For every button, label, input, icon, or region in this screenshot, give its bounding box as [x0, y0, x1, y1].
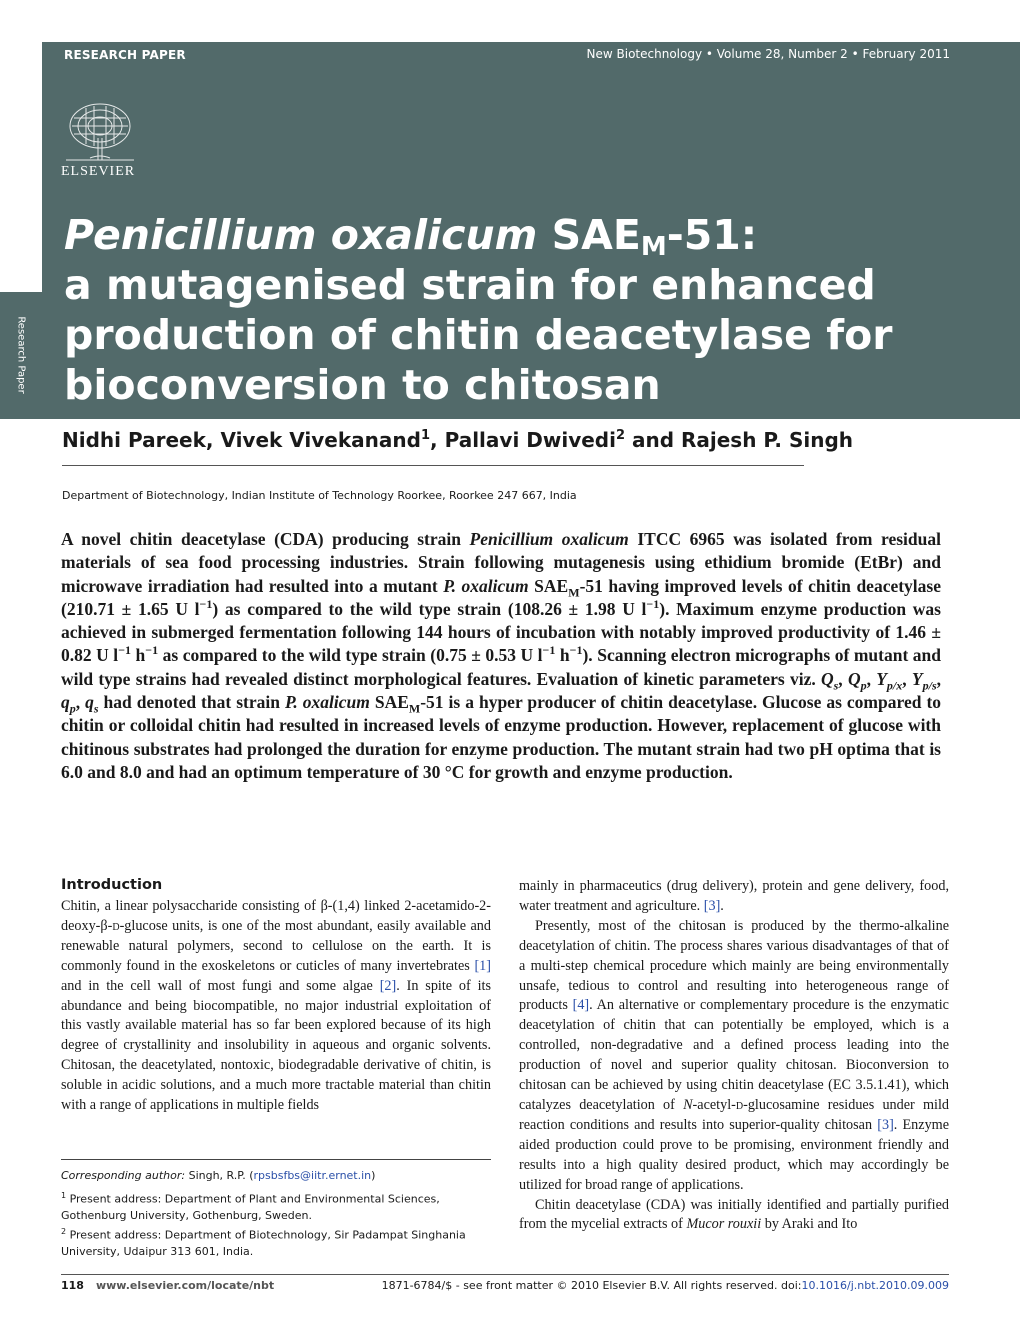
intro-paragraph-1-cont: mainly in pharmaceutics (drug delivery), protein and gene delivery, food, water treatment and agriculture. [3].: [519, 878, 949, 914]
footer-divider: [61, 1274, 949, 1275]
citation-link[interactable]: [3]: [703, 897, 721, 914]
footnote-2: $^2$ Present address: Department of Biotechnology, Sir Padampat Singhania University, Udaipur 313 601, India.: [61, 1227, 466, 1258]
title-line-4: bioconversion to chitosan: [64, 361, 661, 409]
citation-link[interactable]: [1]: [474, 957, 491, 974]
title-strain: SAE: [537, 211, 641, 259]
journal-info: New Biotechnology • Volume 28, Number 2 • February 2011: [586, 47, 950, 61]
author-list: [62, 428, 853, 452]
footer-left: [61, 1279, 274, 1292]
author-1-sup: 1: [420, 428, 431, 443]
title-line-3: production of chitin deacetylase for: [64, 311, 893, 359]
section-heading-introduction: Introduction: [61, 877, 163, 893]
intro-paragraph-3: Chitin deacetylase (CDA) was initially identified and partially purified from the mycelial extracts of Mucor rouxii by Araki and Ito: [519, 1196, 949, 1233]
citation-link[interactable]: [4]: [572, 997, 590, 1014]
citation-link[interactable]: [2]: [379, 977, 397, 994]
title-strain-sub: M: [640, 232, 667, 262]
body-column-left: [61, 897, 491, 1116]
doi-link[interactable]: 10.1016/j.nbt.2010.09.009: [801, 1279, 949, 1292]
title-organism: Penicillium oxalicum: [64, 211, 538, 259]
author-2: , Pallavi Dwivedi: [430, 428, 616, 452]
author-3: and Rajesh P. Singh: [625, 428, 854, 452]
affiliation: Department of Biotechnology, Indian Institute of Technology Roorkee, Roorkee 247 667, India: [62, 489, 577, 502]
author-email-link[interactable]: rpsbsfbs@iitr.ernet.in: [253, 1169, 372, 1182]
footnote-1: $^1$ Present address: Department of Plant and Environmental Sciences, Gothenburg University, Gothenburg, Sweden.: [61, 1191, 440, 1222]
abstract: A novel chitin deacetylase (CDA) producing strain Penicillium oxalicum ITCC 6965 was isolated from residual materials of sea food processing industries. Strain following mutagenesis using ethidium bromide (EtBr) and microwave irradiation had resulted into a mutant P. oxalicum $SAE_M-51$ having improved levels of chitin deacetylase (210.71 ± 1.65 U $l^{-1}$) as compared to the wild type strain (108.26 ± 1.98 U $l^{-1}$). Maximum enzyme production was achieved in submerged fermentation following 144 hours of incubation with notably improved productivity of 1.46 ± 0.82 U $l^{-1}$ $h^{-1}$ as compared to the wild type strain (0.75 ± 0.53 U $l^{-1}$ $h^{-1}$). Scanning electron micrographs of mutant and wild type strains had revealed distinct morphological features. Evaluation of kinetic parameters viz. $Q_s$, $Q_p$, $Y_{p/x}$, $Y_{p/s}$, $q_p$, $q_s$ had denoted that strain P. oxalicum $SAE_M-51$ is a hyper producer of chitin deacetylase. Glucose as compared to chitin or colloidal chitin had resulted in increased levels of enzyme production. However, replacement of glucose with chitinous substrates had prolonged the duration for enzyme production. The mutant strain had two pH optima that is 6.0 and 8.0 and had an optimum temperature of 30 °C for growth and enzyme production.: [61, 529, 942, 782]
body-column-right: [519, 877, 949, 1235]
title-line-2: a mutagenised strain for enhanced: [64, 261, 876, 309]
author-divider: [62, 465, 804, 466]
corresponding-author-note: Corresponding author: Singh, R.P. (rpsbsfbs@iitr.ernet.in): [61, 1169, 376, 1182]
section-label: RESEARCH PAPER: [64, 48, 186, 62]
author-2-sup: 2: [615, 428, 626, 443]
intro-paragraph-2: Presently, most of the chitosan is produced by the thermo-alkaline deacetylation of chitin. The process shares various disadvantages of that of a multi-step chemical procedure which mainly are being environmentally unsafe, tedious to control and resulting into heterogeneous range of products [4]. An alternative or complementary procedure is the enzymatic deacetylation of chitin that can potentially be employed, which is a controlled, non-degradative and a defined process leading into the production of novel and superior quality chitosan. Bioconversion to chitosan can be achieved by using chitin deacetylase (EC 3.5.1.41), which catalyzes deacetylation of N-acetyl-d-glucosamine residues under mild reaction conditions and results into superior-quality chitosan [3]. Enzyme aided production could prove to be promising, environment friendly and results into a high quality desired product, which may accordingly be utilized for broad range of applications.: [519, 917, 950, 1193]
footnote-divider: [61, 1159, 491, 1160]
title-strain-suffix: -51:: [666, 211, 758, 259]
article-title: [64, 210, 964, 410]
side-label: Research Paper: [15, 316, 27, 394]
author-1: Nidhi Pareek, Vivek Vivekanand: [62, 428, 421, 452]
citation-link[interactable]: [3]: [877, 1116, 894, 1133]
issn-copyright: 1871-6784/$ - see front matter © 2010 Elsevier B.V. All rights reserved. doi:: [381, 1279, 802, 1292]
intro-paragraph-1: Chitin, a linear polysaccharide consisting of β-(1,4) linked 2-acetamido-2-deoxy-β-d-glucose units, is one of the most abundant, easily available and renewable natural polymers, second to cellulose on the earth. It is commonly found in the exoskeletons or cuticles of many invertebrates [1] and in the cell wall of most fungi and some algae [2]. In spite of its abundance and being biocompatible, no major industrial exploitation of this vastly available material has so far been explored because of its high degree of crystallinity and insolubility in aqueous and organic solvents. Chitosan, the deacetylated, nontoxic, biodegradable derivative of chitin, is soluble in acidic solutions, and a much more tractable material than chitin with a range of applications in multiple fields: [61, 898, 491, 1114]
journal-url-link[interactable]: www.elsevier.com/locate/nbt: [95, 1279, 275, 1292]
footer-right: [382, 1279, 949, 1292]
publisher-name: ELSEVIER: [61, 164, 136, 179]
page-number: 118: [61, 1279, 84, 1292]
